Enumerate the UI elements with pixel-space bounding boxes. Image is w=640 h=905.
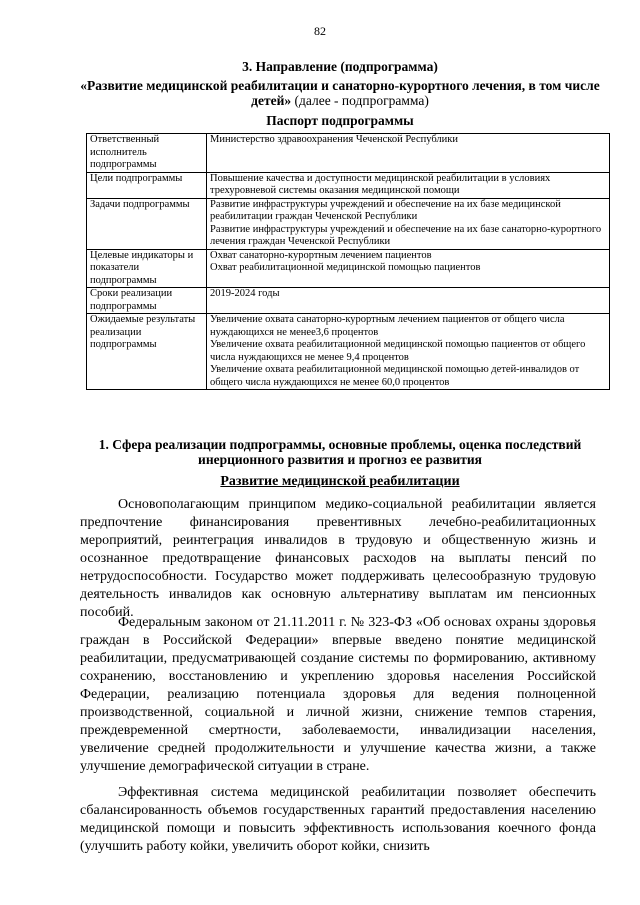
passport-row xyxy=(87,288,610,314)
passport-value-line: Повышение качества и доступности медицинской реабилитации в условиях трехуровневой системы оказания медицинской помощи xyxy=(210,172,551,196)
subprogram-title xyxy=(80,78,600,108)
section-heading: 3. Направление (подпрограмма) xyxy=(242,59,438,74)
subprogram-title-suffix: (далее - подпрограмма) xyxy=(291,93,429,108)
passport-value xyxy=(207,314,610,390)
passport-value-line: Министерство здравоохранения Чеченской Республики xyxy=(210,134,459,145)
passport-value xyxy=(207,134,610,173)
passport-value xyxy=(207,249,610,288)
passport-table-body xyxy=(87,134,610,390)
passport-value-line: 2019-2024 годы xyxy=(210,288,280,299)
subheading xyxy=(80,474,600,490)
passport-label: Задачи подпрограммы xyxy=(87,198,207,249)
passport-row xyxy=(87,134,610,173)
passport-table xyxy=(86,133,610,390)
section1-heading: 1. Сфера реализации подпрограммы, основные проблемы, оценка последствий инерционного развития и прогноз ее развития xyxy=(98,437,582,467)
passport-value-line: Увеличение охвата реабилитационной медицинской помощью пациентов от общего числа нуждающихся не менее 9,4 процентов xyxy=(210,339,586,363)
passport-value xyxy=(207,288,610,314)
passport-row xyxy=(87,249,610,288)
passport-value-line: Охват санаторно-курортным лечением пациентов xyxy=(210,249,432,261)
passport-value-line: Развитие инфраструктуры учреждений и обеспечение на их базе санаторно-курортного лечения граждан Чеченской Республики xyxy=(210,223,602,247)
passport-value-line: Охват реабилитационной медицинской помощью пациентов xyxy=(210,262,481,273)
body-paragraph: Эффективная система медицинской реабилитации позволяет обеспечить сбалансированность объемов государственных гарантий предоставления населению медицинской помощи и повысить эффективность использования коечного фонда (улучшить работу койки, увеличить оборот койки, снизить xyxy=(80,785,596,854)
subprogram-title-bold: «Развитие медицинской реабилитации и санаторно-курортного лечения, в том числе детей» xyxy=(80,78,600,108)
passport-value-line: Развитие инфраструктуры учреждений и обеспечение на их базе медицинской реабилитации граждан Чеченской Республики xyxy=(210,198,561,222)
passport-row xyxy=(87,198,610,249)
passport-label: Ответственный исполнитель подпрограммы xyxy=(87,134,207,173)
passport-label: Цели подпрограммы xyxy=(87,172,207,198)
passport-label: Сроки реализации подпрограммы xyxy=(87,288,207,314)
passport-label: Ожидаемые результаты реализации подпрограммы xyxy=(87,314,207,390)
page-number: 82 xyxy=(314,24,326,38)
passport-value xyxy=(207,198,610,249)
passport-value-line: Увеличение охвата реабилитационной медицинской помощью детей-инвалидов от общего числа нуждающихся не менее 60,0 процентов xyxy=(210,364,580,388)
passport-value xyxy=(207,172,610,198)
passport-value-line: Увеличение охвата санаторно-курортным лечением пациентов от общего числа нуждающихся не менее3,6 процентов xyxy=(210,314,565,338)
body-paragraph: Основополагающим принципом медико-социальной реабилитации является предпочтение финансирования превентивных лечебно-реабилитационных мероприятий, реинтеграция инвалидов в трудовую и общественную жизнь и осознанное предотвращение финансовых расходов на выплаты пенсий по нетрудоспособности. Государство может поддерживать целесообразную трудовую деятельность инвалидов как основную альтернативу выплатам им пенсионных пособий. xyxy=(80,497,596,620)
passport-label: Целевые индикаторы и показатели подпрограммы xyxy=(87,249,207,288)
subheading-text: Развитие медицинской реабилитации xyxy=(220,474,460,489)
body-paragraph: Федеральным законом от 21.11.2011 г. № 323-ФЗ «Об основах охраны здоровья граждан в Российской Федерации» впервые введено понятие медицинской реабилитации, предусматривающей создание системы по формированию, активному сохранению, восстановлению и укреплению здоровья населения Российской Федерации, реализацию потенциала здоровья для ведения полноценной производственной, социальной и личной жизни, снижение темпов старения, преждевременной смертности, заболеваемости, инвалидизации населения, увеличение средней продолжительности и улучшение качества жизни, а также улучшение демографической ситуации в стране. xyxy=(80,615,596,774)
passport-row xyxy=(87,172,610,198)
passport-heading: Паспорт подпрограммы xyxy=(266,113,414,128)
passport-row xyxy=(87,314,610,390)
